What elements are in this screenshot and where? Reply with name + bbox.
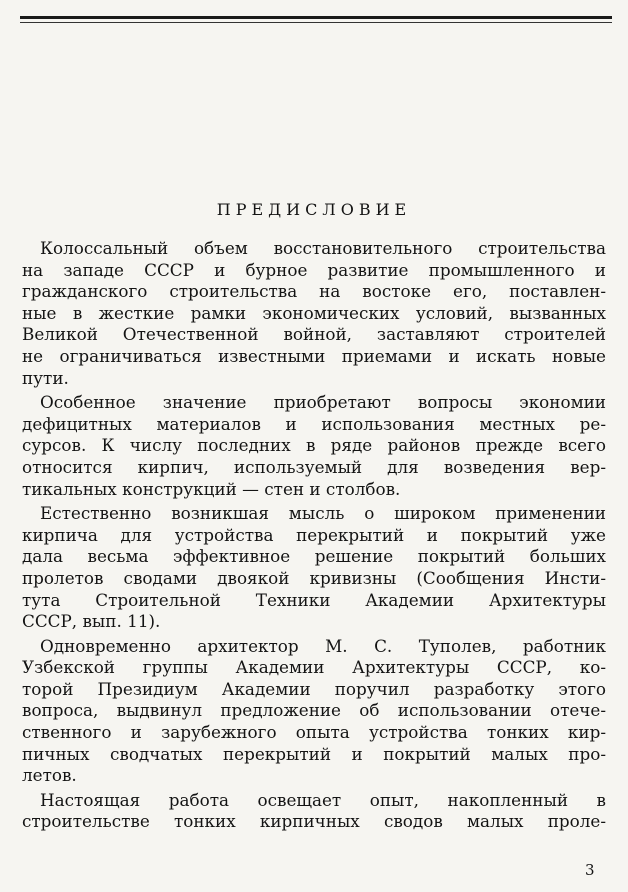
text-line: пути. (22, 367, 69, 388)
text-line: не ограничиваться известными приемами и искать новые (22, 345, 606, 366)
text-line: тикальных конструкций — стен и столбов. (22, 478, 401, 499)
top-rule (20, 16, 612, 19)
text-line: Великой Отечественной войной, заставляют строителей (22, 324, 606, 345)
text-line: тута Строительной Техники Академии Архитектуры (22, 589, 606, 610)
paragraph (22, 392, 606, 500)
page-heading: ПРЕДИСЛОВИЕ (216, 200, 412, 219)
text-line: Колоссальный объем восстановительного строительства (40, 238, 606, 258)
text-line: пичных сводчатых перекрытий и покрытий малых про- (22, 743, 606, 764)
text-line: летов. (22, 765, 77, 786)
text-line: относится кирпич, используемый для возведения вер- (22, 456, 606, 477)
paragraph (22, 636, 606, 787)
text-line: СССР, вып. 11). (22, 611, 161, 632)
text-line: Особенное значение приобретают вопросы экономии (40, 392, 606, 413)
text-line: на западе СССР и бурное развитие промышленного и (22, 259, 606, 280)
paragraph (22, 503, 606, 633)
text-line: кирпича для устройства перекрытий и покрытий уже (22, 524, 606, 545)
body-text (22, 238, 606, 833)
text-line: ные в жесткие рамки экономических условий, вызванных (22, 302, 606, 323)
text-line: вопроса, выдвинул предложение об использовании отече- (22, 700, 606, 721)
text-line: Настоящая работа освещает опыт, накопленный в (40, 789, 606, 810)
paragraph (22, 238, 606, 389)
text-line: Одновременно архитектор М. С. Туполев, работник (40, 635, 606, 656)
text-line: Узбекской группы Академии Архитектуры СССР, ко- (22, 657, 606, 678)
text-line: дефицитных материалов и использования местных ре- (22, 413, 606, 434)
text-line: строительстве тонких кирпичных сводов малых проле- (22, 811, 606, 832)
text-line: дала весьма эффективное решение покрытий больших (22, 546, 606, 567)
text-line: Естественно возникшая мысль о широком применении (40, 503, 606, 524)
text-line: сурсов. К числу последних в ряде районов прежде всего (22, 435, 606, 456)
text-line: торой Президиум Академии поручил разработку этого (22, 678, 606, 699)
paragraph (22, 790, 606, 833)
text-line: ственного и зарубежного опыта устройства тонких кир- (22, 722, 606, 743)
top-rule-thin (20, 22, 612, 23)
text-line: гражданского строительства на востоке его, поставлен- (22, 281, 606, 302)
page-number: 3 (585, 861, 595, 879)
text-line: пролетов сводами двоякой кривизны (Сообщения Инсти- (22, 567, 606, 588)
